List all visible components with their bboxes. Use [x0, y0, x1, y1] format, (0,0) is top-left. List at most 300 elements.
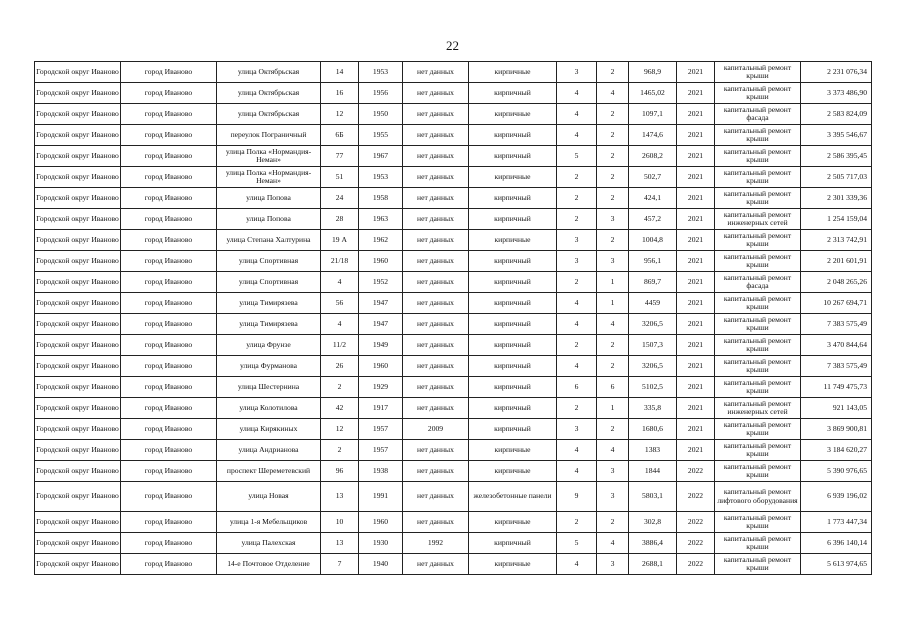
cost-cell: 6 939 196,02 — [801, 482, 872, 512]
last-repair-year-cell: нет данных — [403, 461, 469, 482]
work-type-cell: капитальный ремонт крыши — [715, 125, 801, 146]
last-repair-year-cell: нет данных — [403, 83, 469, 104]
house-number-cell: 2 — [321, 377, 359, 398]
floors-cell: 4 — [557, 125, 597, 146]
street-cell: улица 1-я Мебельщиков — [217, 512, 321, 533]
district-cell: Городской округ Иваново — [35, 398, 121, 419]
table-row — [35, 398, 872, 419]
area-cell: 956,1 — [629, 251, 677, 272]
area-cell: 3886,4 — [629, 533, 677, 554]
cost-cell: 3 395 546,67 — [801, 125, 872, 146]
plan-year-cell: 2022 — [677, 533, 715, 554]
last-repair-year-cell: нет данных — [403, 440, 469, 461]
table-row — [35, 440, 872, 461]
entrances-cell: 1 — [597, 398, 629, 419]
wall-material-cell: кирпичные — [469, 167, 557, 188]
area-cell: 302,8 — [629, 512, 677, 533]
plan-year-cell: 2021 — [677, 83, 715, 104]
cost-cell: 1 254 159,04 — [801, 209, 872, 230]
entrances-cell: 2 — [597, 125, 629, 146]
cost-cell: 2 586 395,45 — [801, 146, 872, 167]
entrances-cell: 4 — [597, 440, 629, 461]
last-repair-year-cell: нет данных — [403, 188, 469, 209]
plan-year-cell: 2022 — [677, 554, 715, 575]
plan-year-cell: 2021 — [677, 314, 715, 335]
year-built-cell: 1956 — [359, 83, 403, 104]
street-cell: 14-е Почтовое Отделение — [217, 554, 321, 575]
city-cell: город Иваново — [121, 146, 217, 167]
year-built-cell: 1967 — [359, 146, 403, 167]
cost-cell: 921 143,05 — [801, 398, 872, 419]
city-cell: город Иваново — [121, 293, 217, 314]
last-repair-year-cell: нет данных — [403, 62, 469, 83]
table-row — [35, 209, 872, 230]
entrances-cell: 2 — [597, 167, 629, 188]
floors-cell: 2 — [557, 167, 597, 188]
house-number-cell: 13 — [321, 482, 359, 512]
year-built-cell: 1953 — [359, 167, 403, 188]
wall-material-cell: кирпичный — [469, 377, 557, 398]
plan-year-cell: 2022 — [677, 461, 715, 482]
last-repair-year-cell: нет данных — [403, 272, 469, 293]
table-row — [35, 314, 872, 335]
wall-material-cell: кирпичный — [469, 251, 557, 272]
district-cell: Городской округ Иваново — [35, 377, 121, 398]
city-cell: город Иваново — [121, 272, 217, 293]
floors-cell: 3 — [557, 251, 597, 272]
district-cell: Городской округ Иваново — [35, 230, 121, 251]
last-repair-year-cell: нет данных — [403, 104, 469, 125]
street-cell: улица Октябрьская — [217, 62, 321, 83]
street-cell: переулок Пограничный — [217, 125, 321, 146]
area-cell: 502,7 — [629, 167, 677, 188]
wall-material-cell: кирпичный — [469, 146, 557, 167]
house-number-cell: 2 — [321, 440, 359, 461]
city-cell: город Иваново — [121, 62, 217, 83]
last-repair-year-cell: нет данных — [403, 356, 469, 377]
house-number-cell: 12 — [321, 104, 359, 125]
work-type-cell: капитальный ремонт крыши — [715, 461, 801, 482]
work-type-cell: капитальный ремонт крыши — [715, 62, 801, 83]
work-type-cell: капитальный ремонт инженерных сетей — [715, 209, 801, 230]
street-cell: улица Фрунзе — [217, 335, 321, 356]
cost-cell: 7 383 575,49 — [801, 356, 872, 377]
house-number-cell: 13 — [321, 533, 359, 554]
district-cell: Городской округ Иваново — [35, 251, 121, 272]
city-cell: город Иваново — [121, 314, 217, 335]
area-cell: 457,2 — [629, 209, 677, 230]
house-number-cell: 11/2 — [321, 335, 359, 356]
entrances-cell: 2 — [597, 188, 629, 209]
plan-year-cell: 2021 — [677, 146, 715, 167]
page-number: 22 — [446, 38, 459, 53]
last-repair-year-cell: нет данных — [403, 209, 469, 230]
table-body — [35, 62, 872, 575]
floors-cell: 2 — [557, 188, 597, 209]
plan-year-cell: 2021 — [677, 188, 715, 209]
year-built-cell: 1960 — [359, 512, 403, 533]
plan-year-cell: 2022 — [677, 482, 715, 512]
floors-cell: 2 — [557, 512, 597, 533]
year-built-cell: 1947 — [359, 293, 403, 314]
plan-year-cell: 2021 — [677, 440, 715, 461]
year-built-cell: 1957 — [359, 419, 403, 440]
district-cell: Городской округ Иваново — [35, 293, 121, 314]
street-cell: улица Тимирязева — [217, 293, 321, 314]
city-cell: город Иваново — [121, 554, 217, 575]
plan-year-cell: 2021 — [677, 293, 715, 314]
district-cell: Городской округ Иваново — [35, 209, 121, 230]
street-cell: улица Колотилова — [217, 398, 321, 419]
year-built-cell: 1957 — [359, 440, 403, 461]
district-cell: Городской округ Иваново — [35, 314, 121, 335]
city-cell: город Иваново — [121, 83, 217, 104]
year-built-cell: 1963 — [359, 209, 403, 230]
city-cell: город Иваново — [121, 251, 217, 272]
work-type-cell: капитальный ремонт крыши — [715, 251, 801, 272]
cost-cell: 2 201 601,91 — [801, 251, 872, 272]
wall-material-cell: кирпичный — [469, 335, 557, 356]
plan-year-cell: 2021 — [677, 377, 715, 398]
floors-cell: 2 — [557, 272, 597, 293]
street-cell: улица Спортивная — [217, 251, 321, 272]
year-built-cell: 1952 — [359, 272, 403, 293]
table-row — [35, 230, 872, 251]
street-cell: улица Полка «Нормандия-Неман» — [217, 146, 321, 167]
district-cell: Городской округ Иваново — [35, 461, 121, 482]
floors-cell: 5 — [557, 146, 597, 167]
last-repair-year-cell: нет данных — [403, 482, 469, 512]
last-repair-year-cell: 2009 — [403, 419, 469, 440]
area-cell: 1507,3 — [629, 335, 677, 356]
wall-material-cell: кирпичный — [469, 314, 557, 335]
wall-material-cell: кирпичный — [469, 419, 557, 440]
plan-year-cell: 2021 — [677, 272, 715, 293]
wall-material-cell: кирпичный — [469, 398, 557, 419]
area-cell: 1097,1 — [629, 104, 677, 125]
city-cell: город Иваново — [121, 419, 217, 440]
house-number-cell: 28 — [321, 209, 359, 230]
year-built-cell: 1991 — [359, 482, 403, 512]
city-cell: город Иваново — [121, 335, 217, 356]
last-repair-year-cell: нет данных — [403, 146, 469, 167]
plan-year-cell: 2021 — [677, 398, 715, 419]
district-cell: Городской округ Иваново — [35, 104, 121, 125]
work-type-cell: капитальный ремонт крыши — [715, 356, 801, 377]
work-type-cell: капитальный ремонт крыши — [715, 230, 801, 251]
plan-year-cell: 2021 — [677, 356, 715, 377]
house-number-cell: 42 — [321, 398, 359, 419]
area-cell: 869,7 — [629, 272, 677, 293]
entrances-cell: 3 — [597, 461, 629, 482]
table-row — [35, 62, 872, 83]
last-repair-year-cell: нет данных — [403, 230, 469, 251]
street-cell: улица Шестернина — [217, 377, 321, 398]
house-number-cell: 51 — [321, 167, 359, 188]
house-number-cell: 6Б — [321, 125, 359, 146]
district-cell: Городской округ Иваново — [35, 62, 121, 83]
work-type-cell: капитальный ремонт крыши — [715, 440, 801, 461]
street-cell: улица Тимирязева — [217, 314, 321, 335]
plan-year-cell: 2021 — [677, 125, 715, 146]
cost-cell: 6 396 140,14 — [801, 533, 872, 554]
floors-cell: 3 — [557, 419, 597, 440]
entrances-cell: 4 — [597, 533, 629, 554]
work-type-cell: капитальный ремонт крыши — [715, 188, 801, 209]
street-cell: проспект Шереметевский — [217, 461, 321, 482]
area-cell: 3206,5 — [629, 356, 677, 377]
street-cell: улица Палехская — [217, 533, 321, 554]
floors-cell: 6 — [557, 377, 597, 398]
area-cell: 4459 — [629, 293, 677, 314]
table-row — [35, 251, 872, 272]
entrances-cell: 3 — [597, 554, 629, 575]
year-built-cell: 1960 — [359, 356, 403, 377]
wall-material-cell: кирпичный — [469, 272, 557, 293]
year-built-cell: 1917 — [359, 398, 403, 419]
house-number-cell: 77 — [321, 146, 359, 167]
table-row — [35, 335, 872, 356]
entrances-cell: 4 — [597, 83, 629, 104]
district-cell: Городской округ Иваново — [35, 419, 121, 440]
plan-year-cell: 2021 — [677, 251, 715, 272]
area-cell: 5803,1 — [629, 482, 677, 512]
floors-cell: 4 — [557, 104, 597, 125]
plan-year-cell: 2022 — [677, 512, 715, 533]
year-built-cell: 1960 — [359, 251, 403, 272]
entrances-cell: 2 — [597, 419, 629, 440]
plan-year-cell: 2021 — [677, 419, 715, 440]
work-type-cell: капитальный ремонт крыши — [715, 167, 801, 188]
street-cell: улица Попова — [217, 209, 321, 230]
wall-material-cell: кирпичный — [469, 209, 557, 230]
entrances-cell: 4 — [597, 314, 629, 335]
plan-year-cell: 2021 — [677, 62, 715, 83]
table-row — [35, 533, 872, 554]
area-cell: 1383 — [629, 440, 677, 461]
entrances-cell: 1 — [597, 293, 629, 314]
cost-cell: 2 313 742,91 — [801, 230, 872, 251]
city-cell: город Иваново — [121, 533, 217, 554]
house-number-cell: 14 — [321, 62, 359, 83]
wall-material-cell: кирпичные — [469, 62, 557, 83]
wall-material-cell: кирпичный — [469, 188, 557, 209]
plan-year-cell: 2021 — [677, 167, 715, 188]
table-row — [35, 461, 872, 482]
last-repair-year-cell: нет данных — [403, 167, 469, 188]
area-cell: 5102,5 — [629, 377, 677, 398]
city-cell: город Иваново — [121, 377, 217, 398]
house-number-cell: 10 — [321, 512, 359, 533]
area-cell: 968,9 — [629, 62, 677, 83]
work-type-cell: капитальный ремонт крыши — [715, 533, 801, 554]
year-built-cell: 1940 — [359, 554, 403, 575]
last-repair-year-cell: 1992 — [403, 533, 469, 554]
plan-year-cell: 2021 — [677, 230, 715, 251]
house-number-cell: 26 — [321, 356, 359, 377]
floors-cell: 2 — [557, 209, 597, 230]
year-built-cell: 1950 — [359, 104, 403, 125]
work-type-cell: капитальный ремонт крыши — [715, 377, 801, 398]
cost-cell: 2 583 824,09 — [801, 104, 872, 125]
wall-material-cell: кирпичные — [469, 230, 557, 251]
entrances-cell: 3 — [597, 251, 629, 272]
entrances-cell: 2 — [597, 146, 629, 167]
district-cell: Городской округ Иваново — [35, 356, 121, 377]
city-cell: город Иваново — [121, 512, 217, 533]
cost-cell: 5 390 976,65 — [801, 461, 872, 482]
floors-cell: 4 — [557, 293, 597, 314]
area-cell: 2608,2 — [629, 146, 677, 167]
street-cell: улица Октябрьская — [217, 104, 321, 125]
year-built-cell: 1947 — [359, 314, 403, 335]
district-cell: Городской округ Иваново — [35, 533, 121, 554]
table-row — [35, 377, 872, 398]
cost-cell: 7 383 575,49 — [801, 314, 872, 335]
entrances-cell: 2 — [597, 104, 629, 125]
work-type-cell: капитальный ремонт фасада — [715, 104, 801, 125]
work-type-cell: капитальный ремонт лифтового оборудования — [715, 482, 801, 512]
last-repair-year-cell: нет данных — [403, 314, 469, 335]
wall-material-cell: кирпичные — [469, 554, 557, 575]
city-cell: город Иваново — [121, 398, 217, 419]
work-type-cell: капитальный ремонт крыши — [715, 146, 801, 167]
entrances-cell: 6 — [597, 377, 629, 398]
wall-material-cell: кирпичный — [469, 83, 557, 104]
table-row — [35, 104, 872, 125]
house-number-cell: 56 — [321, 293, 359, 314]
cost-cell: 3 373 486,90 — [801, 83, 872, 104]
floors-cell: 4 — [557, 83, 597, 104]
wall-material-cell: кирпичные — [469, 104, 557, 125]
district-cell: Городской округ Иваново — [35, 440, 121, 461]
house-number-cell: 16 — [321, 83, 359, 104]
house-number-cell: 21/18 — [321, 251, 359, 272]
table-row — [35, 188, 872, 209]
district-cell: Городской округ Иваново — [35, 482, 121, 512]
city-cell: город Иваново — [121, 167, 217, 188]
wall-material-cell: кирпичные — [469, 512, 557, 533]
city-cell: город Иваново — [121, 230, 217, 251]
last-repair-year-cell: нет данных — [403, 512, 469, 533]
entrances-cell: 2 — [597, 230, 629, 251]
wall-material-cell: кирпичные — [469, 461, 557, 482]
cost-cell: 2 301 339,36 — [801, 188, 872, 209]
city-cell: город Иваново — [121, 125, 217, 146]
last-repair-year-cell: нет данных — [403, 293, 469, 314]
district-cell: Городской округ Иваново — [35, 83, 121, 104]
floors-cell: 2 — [557, 398, 597, 419]
area-cell: 1844 — [629, 461, 677, 482]
year-built-cell: 1962 — [359, 230, 403, 251]
district-cell: Городской округ Иваново — [35, 125, 121, 146]
house-number-cell: 96 — [321, 461, 359, 482]
house-number-cell: 4 — [321, 314, 359, 335]
street-cell: улица Попова — [217, 188, 321, 209]
table-row — [35, 146, 872, 167]
table-row — [35, 125, 872, 146]
floors-cell: 4 — [557, 356, 597, 377]
district-cell: Городской округ Иваново — [35, 554, 121, 575]
city-cell: город Иваново — [121, 209, 217, 230]
year-built-cell: 1949 — [359, 335, 403, 356]
entrances-cell: 2 — [597, 335, 629, 356]
street-cell: улица Степана Халтурина — [217, 230, 321, 251]
area-cell: 335,8 — [629, 398, 677, 419]
year-built-cell: 1953 — [359, 62, 403, 83]
floors-cell: 5 — [557, 533, 597, 554]
wall-material-cell: кирпичный — [469, 125, 557, 146]
work-type-cell: капитальный ремонт инженерных сетей — [715, 398, 801, 419]
city-cell: город Иваново — [121, 356, 217, 377]
street-cell: улица Спортивная — [217, 272, 321, 293]
year-built-cell: 1930 — [359, 533, 403, 554]
cost-cell: 3 470 844,64 — [801, 335, 872, 356]
district-cell: Городской округ Иваново — [35, 512, 121, 533]
cost-cell: 11 749 475,73 — [801, 377, 872, 398]
plan-year-cell: 2021 — [677, 104, 715, 125]
district-cell: Городской округ Иваново — [35, 188, 121, 209]
area-cell: 1004,8 — [629, 230, 677, 251]
year-built-cell: 1955 — [359, 125, 403, 146]
house-number-cell: 4 — [321, 272, 359, 293]
table-row — [35, 554, 872, 575]
street-cell: улица Полка «Нормандия-Неман» — [217, 167, 321, 188]
last-repair-year-cell: нет данных — [403, 251, 469, 272]
cost-cell: 5 613 974,65 — [801, 554, 872, 575]
work-type-cell: капитальный ремонт крыши — [715, 83, 801, 104]
entrances-cell: 2 — [597, 512, 629, 533]
house-number-cell: 7 — [321, 554, 359, 575]
wall-material-cell: железобетонные панели — [469, 482, 557, 512]
floors-cell: 4 — [557, 440, 597, 461]
year-built-cell: 1929 — [359, 377, 403, 398]
area-cell: 2688,1 — [629, 554, 677, 575]
cost-cell: 3 184 620,27 — [801, 440, 872, 461]
table-row — [35, 482, 872, 512]
street-cell: улица Октябрьская — [217, 83, 321, 104]
year-built-cell: 1958 — [359, 188, 403, 209]
wall-material-cell: кирпичный — [469, 356, 557, 377]
city-cell: город Иваново — [121, 440, 217, 461]
last-repair-year-cell: нет данных — [403, 125, 469, 146]
area-cell: 1465,02 — [629, 83, 677, 104]
cost-cell: 3 869 900,81 — [801, 419, 872, 440]
last-repair-year-cell: нет данных — [403, 398, 469, 419]
entrances-cell: 2 — [597, 62, 629, 83]
street-cell: улица Новая — [217, 482, 321, 512]
last-repair-year-cell: нет данных — [403, 377, 469, 398]
wall-material-cell: кирпичные — [469, 440, 557, 461]
plan-year-cell: 2021 — [677, 209, 715, 230]
city-cell: город Иваново — [121, 104, 217, 125]
table-row — [35, 356, 872, 377]
cost-cell: 2 231 076,34 — [801, 62, 872, 83]
entrances-cell: 1 — [597, 272, 629, 293]
floors-cell: 3 — [557, 62, 597, 83]
work-type-cell: капитальный ремонт крыши — [715, 512, 801, 533]
work-type-cell: капитальный ремонт крыши — [715, 419, 801, 440]
street-cell: улица Андрианова — [217, 440, 321, 461]
housing-repair-table — [34, 61, 872, 575]
table-row — [35, 512, 872, 533]
floors-cell: 2 — [557, 335, 597, 356]
entrances-cell: 3 — [597, 209, 629, 230]
floors-cell: 9 — [557, 482, 597, 512]
work-type-cell: капитальный ремонт крыши — [715, 335, 801, 356]
area-cell: 424,1 — [629, 188, 677, 209]
table-row — [35, 83, 872, 104]
